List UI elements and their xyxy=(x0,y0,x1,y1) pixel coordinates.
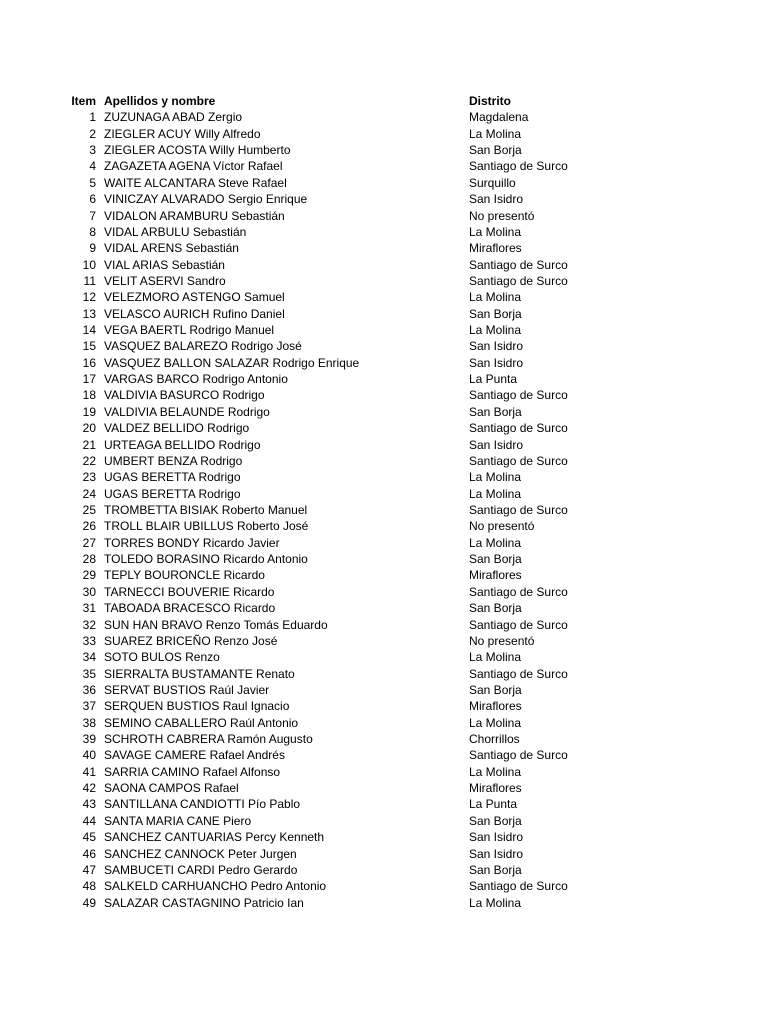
row-item-number: 35 xyxy=(82,666,96,681)
row-district: Santiago de Surco xyxy=(469,617,568,632)
row-district: San Isidro xyxy=(469,437,524,452)
table-row xyxy=(66,355,619,371)
row-item-number: 43 xyxy=(82,797,96,812)
row-district: La Molina xyxy=(469,224,522,239)
table-row xyxy=(66,338,619,354)
row-item-number: 44 xyxy=(82,813,96,828)
row-district: La Molina xyxy=(469,895,522,910)
header-item: Item xyxy=(71,94,96,108)
table-row xyxy=(66,109,619,125)
row-name: VASQUEZ BALAREZO Rodrigo José xyxy=(104,339,302,354)
row-district: La Molina xyxy=(469,290,522,305)
row-district: San Isidro xyxy=(469,192,524,207)
row-district: Santiago de Surco xyxy=(469,584,568,599)
row-name: VELEZMORO ASTENGO Samuel xyxy=(104,290,285,305)
row-district: Santiago de Surco xyxy=(469,421,568,436)
row-district: Miraflores xyxy=(469,241,522,256)
row-name: TROMBETTA BISIAK Roberto Manuel xyxy=(104,502,308,517)
row-item-number: 3 xyxy=(89,143,96,158)
row-district: Magdalena xyxy=(469,110,529,125)
row-name: VALDEZ BELLIDO Rodrigo xyxy=(104,421,250,436)
table-header xyxy=(66,93,619,109)
row-item-number: 49 xyxy=(82,895,96,910)
row-item-number: 25 xyxy=(82,502,96,517)
header-district: Distrito xyxy=(469,94,511,108)
row-item-number: 31 xyxy=(82,601,96,616)
row-district: Santiago de Surco xyxy=(469,273,568,288)
row-name: SERVAT BUSTIOS Raúl Javier xyxy=(104,682,270,697)
table-row xyxy=(66,813,619,829)
row-district: Santiago de Surco xyxy=(469,748,568,763)
table-row xyxy=(66,306,619,322)
row-item-number: 46 xyxy=(82,846,96,861)
table-row xyxy=(66,878,619,894)
row-name: ZAGAZETA AGENA Víctor Rafael xyxy=(104,159,283,174)
table-row xyxy=(66,567,619,583)
table-row xyxy=(66,208,619,224)
row-district: San Borja xyxy=(469,862,522,877)
row-item-number: 10 xyxy=(82,257,96,272)
row-district: Santiago de Surco xyxy=(469,257,568,272)
row-district: Santiago de Surco xyxy=(469,453,568,468)
table-row xyxy=(66,617,619,633)
table-row xyxy=(66,175,619,191)
row-district: San Isidro xyxy=(469,339,524,354)
row-item-number: 6 xyxy=(89,192,96,207)
table-row xyxy=(66,895,619,911)
table-row xyxy=(66,666,619,682)
row-district: La Molina xyxy=(469,715,522,730)
table-row xyxy=(66,796,619,812)
row-name: ZIEGLER ACOSTA Willy Humberto xyxy=(104,143,291,158)
row-name: SCHROTH CABRERA Ramón Augusto xyxy=(104,732,313,747)
table-row xyxy=(66,191,619,207)
table-row xyxy=(66,551,619,567)
table-row xyxy=(66,780,619,796)
row-item-number: 1 xyxy=(89,110,96,125)
row-district: Santiago de Surco xyxy=(469,879,568,894)
row-name: VALDIVIA BASURCO Rodrigo xyxy=(104,388,265,403)
table-row xyxy=(66,437,619,453)
row-item-number: 23 xyxy=(82,470,96,485)
row-item-number: 9 xyxy=(89,241,96,256)
table-row xyxy=(66,126,619,142)
row-name: VEGA BAERTL Rodrigo Manuel xyxy=(104,323,275,338)
row-item-number: 37 xyxy=(82,699,96,714)
row-item-number: 7 xyxy=(89,208,96,223)
table-row xyxy=(66,535,619,551)
row-district: Surquillo xyxy=(469,175,516,190)
row-item-number: 45 xyxy=(82,830,96,845)
table-row xyxy=(66,289,619,305)
roster-table xyxy=(66,93,619,911)
row-name: SANCHEZ CANTUARIAS Percy Kenneth xyxy=(104,830,325,845)
row-name: TEPLY BOURONCLE Ricardo xyxy=(104,568,265,583)
table-row xyxy=(66,469,619,485)
table-row xyxy=(66,764,619,780)
table-row xyxy=(66,322,619,338)
row-name: VINICZAY ALVARADO Sergio Enrique xyxy=(104,192,308,207)
row-item-number: 26 xyxy=(82,519,96,534)
row-district: San Isidro xyxy=(469,355,524,370)
row-name: URTEAGA BELLIDO Rodrigo xyxy=(104,437,261,452)
row-district: San Borja xyxy=(469,404,522,419)
row-name: TORRES BONDY Ricardo Javier xyxy=(104,535,280,550)
row-item-number: 21 xyxy=(82,437,96,452)
row-item-number: 2 xyxy=(89,126,96,141)
header-row xyxy=(66,93,619,109)
row-item-number: 47 xyxy=(82,862,96,877)
row-name: SEMINO CABALLERO Raúl Antonio xyxy=(104,715,299,730)
row-district: La Punta xyxy=(469,372,518,387)
row-district: San Borja xyxy=(469,552,522,567)
table-row xyxy=(66,633,619,649)
row-district: La Molina xyxy=(469,323,522,338)
row-district: La Molina xyxy=(469,650,522,665)
row-name: TABOADA BRACESCO Ricardo xyxy=(104,601,276,616)
row-item-number: 13 xyxy=(82,306,96,321)
table-row xyxy=(66,486,619,502)
row-item-number: 4 xyxy=(89,159,96,174)
table-row xyxy=(66,747,619,763)
row-district: La Molina xyxy=(469,470,522,485)
row-district: Miraflores xyxy=(469,568,522,583)
row-name: SALAZAR CASTAGNINO Patricio Ian xyxy=(104,895,304,910)
table-row xyxy=(66,453,619,469)
row-item-number: 24 xyxy=(82,486,96,501)
row-item-number: 32 xyxy=(82,617,96,632)
row-item-number: 27 xyxy=(82,535,96,550)
row-item-number: 48 xyxy=(82,879,96,894)
table-row xyxy=(66,862,619,878)
row-name: TARNECCI BOUVERIE Ricardo xyxy=(104,584,275,599)
row-district: San Borja xyxy=(469,143,522,158)
row-name: VASQUEZ BALLON SALAZAR Rodrigo Enrique xyxy=(104,355,360,370)
row-district: Miraflores xyxy=(469,699,522,714)
table-row xyxy=(66,224,619,240)
row-name: SUN HAN BRAVO Renzo Tomás Eduardo xyxy=(104,617,328,632)
row-district: San Isidro xyxy=(469,830,524,845)
row-name: VELASCO AURICH Rufino Daniel xyxy=(104,306,285,321)
row-item-number: 39 xyxy=(82,732,96,747)
row-item-number: 34 xyxy=(82,650,96,665)
table-row xyxy=(66,257,619,273)
row-name: UMBERT BENZA Rodrigo xyxy=(104,453,243,468)
row-district: La Punta xyxy=(469,797,518,812)
row-item-number: 8 xyxy=(89,224,96,239)
row-name: UGAS BERETTA Rodrigo xyxy=(104,470,241,485)
row-district: San Borja xyxy=(469,682,522,697)
row-item-number: 29 xyxy=(82,568,96,583)
row-item-number: 17 xyxy=(82,372,96,387)
table-row xyxy=(66,240,619,256)
header-name: Apellidos y nombre xyxy=(104,94,216,108)
table-row xyxy=(66,846,619,862)
row-name: VALDIVIA BELAUNDE Rodrigo xyxy=(104,404,270,419)
row-item-number: 5 xyxy=(89,175,96,190)
table-row xyxy=(66,387,619,403)
row-item-number: 40 xyxy=(82,748,96,763)
row-district: San Borja xyxy=(469,813,522,828)
row-name: SOTO BULOS Renzo xyxy=(104,650,220,665)
row-name: VIDAL ARENS Sebastián xyxy=(104,241,239,256)
row-name: VIAL ARIAS Sebastián xyxy=(104,257,225,272)
row-name: SANTILLANA CANDIOTTI Pío Pablo xyxy=(104,797,301,812)
row-item-number: 12 xyxy=(82,290,96,305)
row-district: San Borja xyxy=(469,306,522,321)
row-item-number: 19 xyxy=(82,404,96,419)
table-row xyxy=(66,731,619,747)
row-district: La Molina xyxy=(469,486,522,501)
table-row xyxy=(66,600,619,616)
row-district: San Borja xyxy=(469,601,522,616)
row-district: Miraflores xyxy=(469,781,522,796)
row-name: SANCHEZ CANNOCK Peter Jurgen xyxy=(104,846,297,861)
row-name: VARGAS BARCO Rodrigo Antonio xyxy=(104,372,288,387)
table-row xyxy=(66,273,619,289)
row-name: SERQUEN BUSTIOS Raul Ignacio xyxy=(104,699,290,714)
row-item-number: 33 xyxy=(82,633,96,648)
row-district: La Molina xyxy=(469,764,522,779)
row-item-number: 28 xyxy=(82,552,96,567)
table-row xyxy=(66,371,619,387)
row-name: SAMBUCETI CARDI Pedro Gerardo xyxy=(104,862,298,877)
row-name: TOLEDO BORASINO Ricardo Antonio xyxy=(104,552,308,567)
table-row xyxy=(66,682,619,698)
row-district: La Molina xyxy=(469,535,522,550)
table-row xyxy=(66,404,619,420)
table-row xyxy=(66,420,619,436)
row-district: Santiago de Surco xyxy=(469,502,568,517)
row-district: Santiago de Surco xyxy=(469,666,568,681)
row-name: WAITE ALCANTARA Steve Rafael xyxy=(104,175,287,190)
row-name: SUAREZ BRICEÑO Renzo José xyxy=(104,633,278,648)
row-name: SANTA MARIA CANE Piero xyxy=(104,813,252,828)
row-name: SIERRALTA BUSTAMANTE Renato xyxy=(104,666,295,681)
row-item-number: 38 xyxy=(82,715,96,730)
row-district: No presentó xyxy=(469,519,535,534)
row-item-number: 15 xyxy=(82,339,96,354)
row-district: No presentó xyxy=(469,633,535,648)
table-row xyxy=(66,518,619,534)
row-district: La Molina xyxy=(469,126,522,141)
table-row xyxy=(66,649,619,665)
row-item-number: 20 xyxy=(82,421,96,436)
row-name: TROLL BLAIR UBILLUS Roberto José xyxy=(104,519,309,534)
row-item-number: 30 xyxy=(82,584,96,599)
row-district: Santiago de Surco xyxy=(469,388,568,403)
row-item-number: 42 xyxy=(82,781,96,796)
row-item-number: 18 xyxy=(82,388,96,403)
row-district: No presentó xyxy=(469,208,535,223)
row-item-number: 16 xyxy=(82,355,96,370)
row-name: VELIT ASERVI Sandro xyxy=(104,273,226,288)
row-name: SALKELD CARHUANCHO Pedro Antonio xyxy=(104,879,327,894)
row-name: SAONA CAMPOS Rafael xyxy=(104,781,239,796)
row-name: VIDALON ARAMBURU Sebastián xyxy=(104,208,285,223)
row-district: Chorrillos xyxy=(469,732,520,747)
table-row xyxy=(66,584,619,600)
row-item-number: 36 xyxy=(82,682,96,697)
table-row xyxy=(66,829,619,845)
row-district: San Isidro xyxy=(469,846,524,861)
row-name: SARRIA CAMINO Rafael Alfonso xyxy=(104,764,281,779)
table-row xyxy=(66,698,619,714)
row-name: UGAS BERETTA Rodrigo xyxy=(104,486,241,501)
row-item-number: 41 xyxy=(82,764,96,779)
table-row xyxy=(66,715,619,731)
table-row xyxy=(66,142,619,158)
row-district: Santiago de Surco xyxy=(469,159,568,174)
row-item-number: 11 xyxy=(83,273,96,288)
row-item-number: 22 xyxy=(82,453,96,468)
table-row xyxy=(66,158,619,174)
table-row xyxy=(66,502,619,518)
table-body xyxy=(66,109,619,911)
row-name: SAVAGE CAMERE Rafael Andrés xyxy=(104,748,285,763)
row-name: ZUZUNAGA ABAD Zergio xyxy=(104,110,243,125)
row-name: VIDAL ARBULU Sebastián xyxy=(104,224,247,239)
row-item-number: 14 xyxy=(82,323,96,338)
row-name: ZIEGLER ACUY Willy Alfredo xyxy=(104,126,261,141)
